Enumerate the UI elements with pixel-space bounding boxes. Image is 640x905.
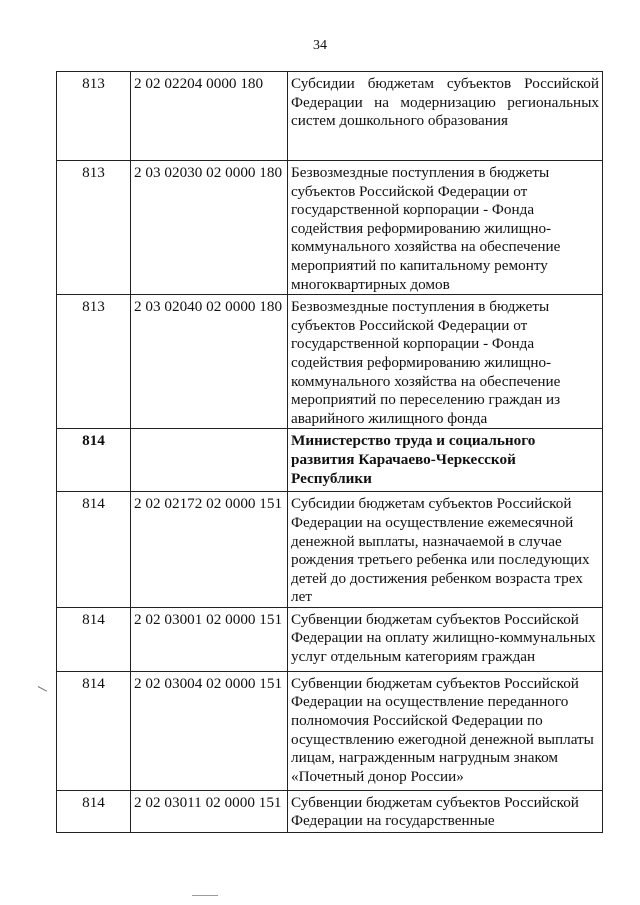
admin-code-cell: 814: [57, 790, 131, 832]
margin-pen-mark: [35, 686, 47, 697]
table-row-ministry-header: [57, 429, 603, 492]
page-number: 34: [313, 38, 327, 53]
table-row: [57, 295, 603, 429]
budget-code-cell: 2 03 02040 02 0000 180: [131, 295, 288, 429]
revenue-name-cell: Безвозмездные поступления в бюджеты субъектов Российской Федерации от государственной корпорации - Фонда содействия реформированию жилищно-коммунального хозяйства на обеспечение мероприятий по капитальному ремонту многоквартирных домов: [288, 161, 603, 295]
revenue-name-cell: Безвозмездные поступления в бюджеты субъектов Российской Федерации от государственной корпорации - Фонда содействия реформированию жилищно-коммунального хозяйства на обеспечение мероприятий по переселению граждан из аварийного жилищного фонда: [288, 295, 603, 429]
table-row: [57, 790, 603, 832]
budget-code-cell: [131, 429, 288, 492]
table-row: [57, 671, 603, 790]
revenue-name-cell: Субсидии бюджетам субъектов Российской Федерации на осуществление ежемесячной денежной выплаты, назначаемой в случае рождения третьего ребенка или последующих детей до достижения ребенком возраста трех лет: [288, 492, 603, 608]
admin-code-cell: 813: [57, 295, 131, 429]
table-row: [57, 161, 603, 295]
budget-code-cell: 2 03 02030 02 0000 180: [131, 161, 288, 295]
budget-code-cell: 2 02 02204 0000 180: [131, 72, 288, 161]
admin-code-cell: 813: [57, 72, 131, 161]
table-row: [57, 72, 603, 161]
revenue-name-cell: Субвенции бюджетам субъектов Российской Федерации на осуществление переданного полномочия Российской Федерации по осуществлению ежегодной денежной выплаты лицам, награжденным нагрудным знаком «Почетный донор России»: [288, 671, 603, 790]
revenue-name-cell: Субвенции бюджетам субъектов Российской Федерации на оплату жилищно-коммунальных услуг отдельным категориям граждан: [288, 607, 603, 671]
budget-code-cell: 2 02 02172 02 0000 151: [131, 492, 288, 608]
admin-code-cell: 814: [57, 429, 131, 492]
admin-code-cell: 813: [57, 161, 131, 295]
scan-artifact-line: [192, 895, 218, 896]
ministry-name-cell: Министерство труда и социального развития Карачаево-Черкесской Республики: [288, 429, 603, 492]
budget-code-cell: 2 02 03004 02 0000 151: [131, 671, 288, 790]
budget-code-cell: 2 02 03011 02 0000 151: [131, 790, 288, 832]
budget-code-cell: 2 02 03001 02 0000 151: [131, 607, 288, 671]
admin-code-cell: 814: [57, 671, 131, 790]
table-row: [57, 607, 603, 671]
admin-code-cell: 814: [57, 607, 131, 671]
budget-classification-table: [56, 71, 603, 833]
admin-code-cell: 814: [57, 492, 131, 608]
revenue-name-cell: Субсидии бюджетам субъектов Российской Федерации на модернизацию региональных систем дошкольного образования: [288, 72, 603, 161]
revenue-name-cell: Субвенции бюджетам субъектов Российской Федерации на государственные: [288, 790, 603, 832]
table-row: [57, 492, 603, 608]
